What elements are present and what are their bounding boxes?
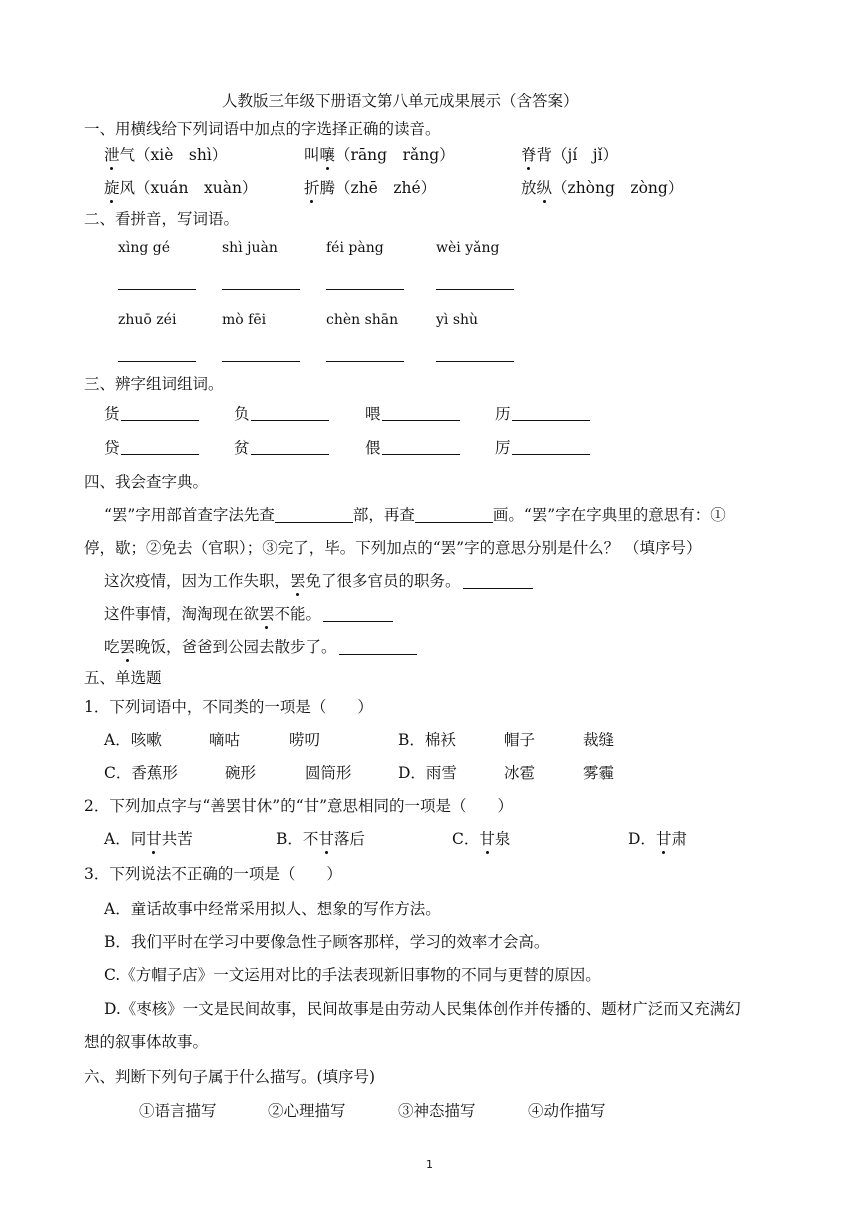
pinyin-prompt: yì shù xyxy=(436,312,479,328)
char-item: 贫 xyxy=(234,439,250,457)
dictionary-meanings: 停，歇；②免去（官职）；③完了，毕。下列加点的“罢”字的意思分别是什么？ （填序号） xyxy=(84,539,702,557)
pinyin-prompt: mò fēi xyxy=(222,312,267,328)
option-text: 雾霾 xyxy=(583,764,615,782)
answer-blank[interactable] xyxy=(121,420,199,421)
pinyin-prompt: xìng gé xyxy=(118,240,171,256)
char-item: 负 xyxy=(234,405,250,423)
option-1a[interactable]: A．咳嗽 xyxy=(104,731,162,749)
question-3: 3．下列说法不正确的一项是（ ） xyxy=(84,865,342,883)
example-sentence: 吃罢晚饭，爸爸到公园去散步了。 xyxy=(104,637,417,657)
option-3a[interactable]: A．童话故事中经常采用拟人、想象的写作方法。 xyxy=(104,900,441,918)
page-title: 人教版三年级下册语文第八单元成果展示（含答案） xyxy=(222,92,579,110)
option-text: 冰雹 xyxy=(504,764,536,782)
pinyin-item-2: 叫嚷（rāng rǎng） xyxy=(304,146,455,164)
pinyin-item-5: 折腾（zhē zhé） xyxy=(304,179,437,197)
answer-blank[interactable] xyxy=(251,420,329,421)
answer-blank[interactable] xyxy=(415,506,493,523)
answer-blank[interactable] xyxy=(436,289,514,290)
option-1b[interactable]: B．棉袄 xyxy=(398,731,456,749)
answer-blank[interactable] xyxy=(121,454,199,455)
option-text: 帽子 xyxy=(504,731,536,749)
answer-blank[interactable] xyxy=(118,361,196,362)
section-6-heading: 六、判断下列句子属于什么描写。(填序号) xyxy=(84,1068,376,1086)
answer-blank[interactable] xyxy=(323,605,393,622)
description-option: ②心理描写 xyxy=(268,1102,346,1120)
pinyin-prompt: féi pàng xyxy=(326,240,384,256)
option-3d[interactable]: D.《枣核》一文是民间故事，民间故事是由劳动人民集体创作并传播的、题材广泛而又充满幻 xyxy=(104,1000,741,1018)
example-sentence: 这件事情，淘淘现在欲罢不能。 xyxy=(104,604,393,624)
section-2-heading: 二、看拼音，写词语。 xyxy=(84,210,240,228)
option-text: 圆筒形 xyxy=(305,764,352,782)
pinyin-item-6: 放纵（zhòng zòng） xyxy=(521,179,684,197)
answer-blank[interactable] xyxy=(512,454,590,455)
pinyin-item-1: 泄气（xiè shì） xyxy=(104,146,228,164)
answer-blank[interactable] xyxy=(436,361,514,362)
char-item: 厉 xyxy=(495,439,511,457)
option-text: 裁缝 xyxy=(583,731,615,749)
option-2c[interactable]: C．甘泉 xyxy=(452,830,511,848)
option-1c[interactable]: C．香蕉形 xyxy=(104,764,178,782)
description-option: ③神态描写 xyxy=(398,1102,476,1120)
description-option: ①语言描写 xyxy=(139,1102,217,1120)
question-1: 1．下列词语中，不同类的一项是（ ） xyxy=(84,698,373,716)
char-item: 偎 xyxy=(365,439,381,457)
option-text: 唠叨 xyxy=(289,731,321,749)
option-3d-cont: 想的叙事体故事。 xyxy=(84,1033,209,1051)
pinyin-prompt: shì juàn xyxy=(222,240,278,256)
pinyin-item-4: 旋风（xuán xuàn） xyxy=(104,179,258,197)
option-text: 嘀咕 xyxy=(209,731,241,749)
option-1d[interactable]: D．雨雪 xyxy=(398,764,457,782)
option-text: 碗形 xyxy=(225,764,257,782)
char-item: 历 xyxy=(495,405,511,423)
answer-blank[interactable] xyxy=(275,506,353,523)
section-3-heading: 三、辨字组词组词。 xyxy=(84,375,224,393)
section-1-heading: 一、用横线给下列词语中加点的字选择正确的读音。 xyxy=(84,120,441,138)
char-item: 喂 xyxy=(365,405,381,423)
answer-blank[interactable] xyxy=(326,289,404,290)
example-sentence: 这次疫情，因为工作失职，罢免了很多官员的职务。 xyxy=(104,571,533,591)
option-3b[interactable]: B．我们平时在学习中要像急性子顾客那样，学习的效率才会高。 xyxy=(104,933,550,951)
section-5-heading: 五、单选题 xyxy=(84,669,162,687)
pinyin-prompt: chèn shān xyxy=(326,312,399,328)
char-item: 贷 xyxy=(104,439,120,457)
pinyin-prompt: wèi yǎng xyxy=(436,240,500,256)
option-2b[interactable]: B．不甘落后 xyxy=(276,830,365,848)
option-2a[interactable]: A．同甘共苦 xyxy=(104,830,193,848)
section-4-heading: 四、我会查字典。 xyxy=(84,473,209,491)
question-2: 2．下列加点字与“善罢甘休”的“甘”意思相同的一项是（ ） xyxy=(84,797,514,815)
answer-blank[interactable] xyxy=(222,289,300,290)
page-number: 1 xyxy=(426,1158,433,1171)
pinyin-item-3: 脊背（jí jǐ） xyxy=(521,146,619,164)
description-option: ④动作描写 xyxy=(528,1102,606,1120)
answer-blank[interactable] xyxy=(382,454,460,455)
pinyin-prompt: zhuō zéi xyxy=(118,312,177,328)
answer-blank[interactable] xyxy=(326,361,404,362)
answer-blank[interactable] xyxy=(251,454,329,455)
answer-blank[interactable] xyxy=(222,361,300,362)
answer-blank[interactable] xyxy=(512,420,590,421)
option-2d[interactable]: D．甘肃 xyxy=(628,830,687,848)
char-item: 货 xyxy=(104,405,120,423)
dictionary-question: “罢”字用部首查字法先查 部，再查 画。“罢”字在字典里的意思有：① xyxy=(104,506,726,524)
answer-blank[interactable] xyxy=(463,572,533,589)
answer-blank[interactable] xyxy=(118,289,196,290)
answer-blank[interactable] xyxy=(339,638,417,655)
answer-blank[interactable] xyxy=(382,420,460,421)
option-3c[interactable]: C.《方帽子店》一文运用对比的手法表现新旧事物的不同与更替的原因。 xyxy=(104,966,601,984)
